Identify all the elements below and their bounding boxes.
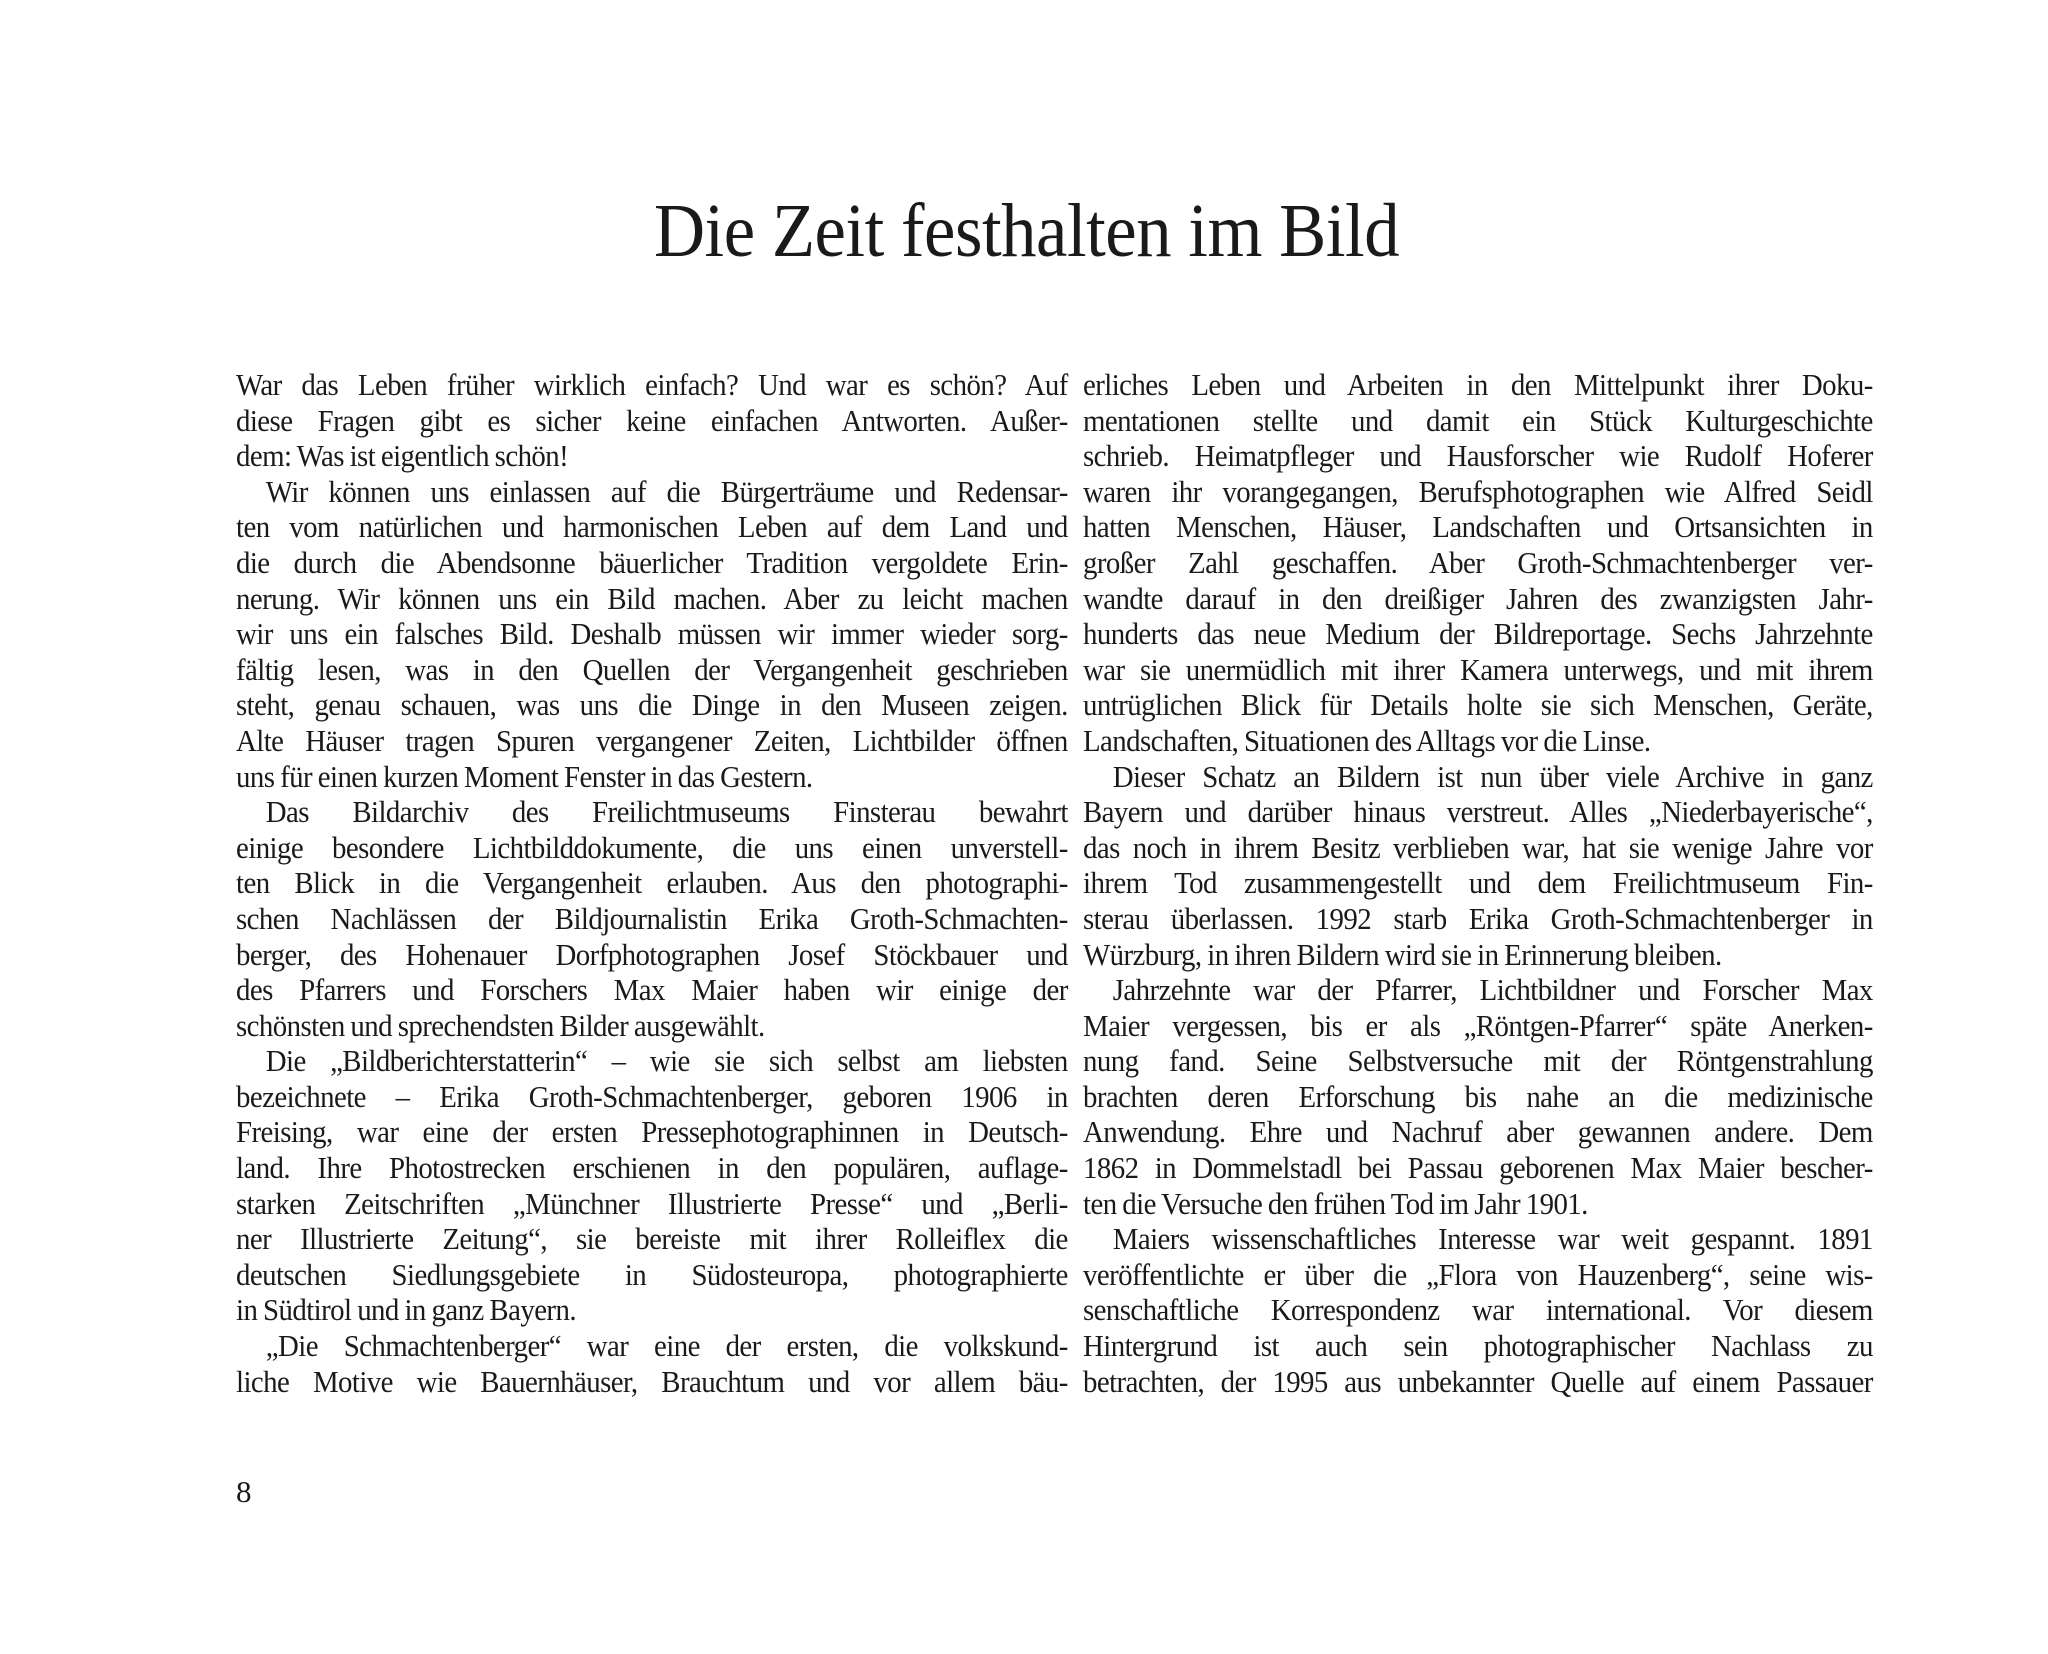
text-line: Anwendung. Ehre und Nachruf aber gewannen andere. Dem: [1083, 1114, 1873, 1150]
text-line: nerung. Wir können uns ein Bild machen. Aber zu leicht machen: [236, 580, 1068, 616]
text-line: bezeichnete – Erika Groth-Schmachtenberger, geboren 1906 in: [236, 1078, 1068, 1114]
text-line: Landschaften, Situationen des Alltags vor die Linse.: [1083, 722, 1651, 758]
text-line: dem: Was ist eigentlich schön!: [236, 438, 569, 474]
paragraph-3: [236, 794, 1068, 1043]
left-text-column: [236, 367, 1068, 1399]
paragraph-1: [236, 367, 1068, 474]
text-line: ihrem Tod zusammengestellt und dem Freilichtmuseum Fin-: [1083, 865, 1873, 901]
text-line: berger, des Hohenauer Dorfphotographen Josef Stöckbauer und: [236, 936, 1068, 972]
text-line: Alte Häuser tragen Spuren vergangener Zeiten, Lichtbilder öffnen: [236, 722, 1068, 758]
text-line: Freising, war eine der ersten Pressephotographinnen in Deutsch-: [236, 1114, 1068, 1150]
text-line: Jahrzehnte war der Pfarrer, Lichtbildner und Forscher Max: [1112, 972, 1873, 1008]
text-line: Maiers wissenschaftliches Interesse war weit gespannt. 1891: [1112, 1221, 1873, 1257]
text-line: Würzburg, in ihren Bildern wird sie in Erinnerung bleiben.: [1083, 936, 1722, 972]
text-line: schrieb. Heimatpfleger und Hausforscher wie Rudolf Hoferer: [1083, 438, 1873, 474]
text-line: Wir können uns einlassen auf die Bürgerträume und Redensar-: [265, 473, 1068, 509]
text-line: sterau überlassen. 1992 starb Erika Groth-Schmachtenberger in: [1083, 900, 1873, 936]
text-line: waren ihr vorangegangen, Berufsphotographen wie Alfred Seidl: [1083, 473, 1873, 509]
text-line: Hintergrund ist auch sein photographischer Nachlass zu: [1083, 1328, 1873, 1364]
page-title: Die Zeit festhalten im Bild: [653, 189, 1400, 273]
text-line: uns für einen kurzen Moment Fenster in das Gestern.: [236, 758, 813, 794]
paragraph-2: [236, 474, 1068, 794]
text-line: einige besondere Lichtbilddokumente, die uns einen unverstell-: [236, 829, 1068, 865]
text-line: Das Bildarchiv des Freilichtmuseums Finsterau bewahrt: [265, 794, 1068, 830]
text-line: schen Nachlässen der Bildjournalistin Erika Groth-Schmachten-: [236, 900, 1068, 936]
text-line: Dieser Schatz an Bildern ist nun über viele Archive in ganz: [1112, 758, 1873, 794]
text-line: großer Zahl geschaffen. Aber Groth-Schmachtenberger ver-: [1083, 544, 1873, 580]
paragraph-5-continued: [1083, 367, 1873, 759]
text-line: hunderts das neue Medium der Bildreportage. Sechs Jahrzehnte: [1083, 616, 1873, 652]
text-line: wandte darauf in den dreißiger Jahren des zwanzigsten Jahr-: [1083, 580, 1873, 616]
text-line: Maier vergessen, bis er als „Röntgen-Pfarrer“ späte Anerken-: [1083, 1007, 1873, 1043]
text-line: das noch in ihrem Besitz verblieben war, hat sie wenige Jahre vor: [1083, 829, 1873, 865]
text-line: „Die Schmachtenberger“ war eine der ersten, die volkskund-: [265, 1328, 1068, 1364]
text-line: liche Motive wie Bauernhäuser, Brauchtum und vor allem bäu-: [236, 1363, 1068, 1399]
text-line: in Südtirol und in ganz Bayern.: [236, 1292, 576, 1328]
text-line: ner Illustrierte Zeitung“, sie bereiste mit ihrer Rolleiflex die: [236, 1221, 1068, 1257]
text-line: senschaftliche Korrespondenz war international. Vor diesem: [1083, 1292, 1873, 1328]
paragraph-4: [236, 1043, 1068, 1328]
text-line: ten vom natürlichen und harmonischen Leben auf dem Land und: [236, 509, 1068, 545]
text-line: veröffentlichte er über die „Flora von Hauzenberg“, seine wis-: [1083, 1256, 1873, 1292]
text-line: ten Blick in die Vergangenheit erlauben. Aus den photographi-: [236, 865, 1068, 901]
paragraph-5: [236, 1328, 1068, 1399]
text-line: erliches Leben und Arbeiten in den Mittelpunkt ihrer Doku-: [1083, 367, 1873, 402]
paragraph-8: [1083, 1221, 1873, 1399]
text-line: des Pfarrers und Forschers Max Maier haben wir einige der: [236, 972, 1068, 1008]
text-line: Die „Bildberichterstatterin“ – wie sie sich selbst am liebsten: [265, 1043, 1068, 1079]
text-line: hatten Menschen, Häuser, Landschaften und Ortsansichten in: [1083, 509, 1873, 545]
text-line: wir uns ein falsches Bild. Deshalb müssen wir immer wieder sorg-: [236, 616, 1068, 652]
text-line: nung fand. Seine Selbstversuche mit der Röntgenstrahlung: [1083, 1043, 1873, 1079]
page-number: 8: [236, 1474, 252, 1509]
text-line: ten die Versuche den frühen Tod im Jahr 1901.: [1083, 1185, 1588, 1221]
paragraph-7: [1083, 972, 1873, 1221]
text-line: diese Fragen gibt es sicher keine einfachen Antworten. Außer-: [236, 402, 1068, 438]
paragraph-6: [1083, 759, 1873, 973]
text-line: fältig lesen, was in den Quellen der Vergangenheit geschrieben: [236, 651, 1068, 687]
text-line: steht, genau schauen, was uns die Dinge in den Museen zeigen.: [236, 687, 1068, 723]
text-line: die durch die Abendsonne bäuerlicher Tradition vergoldete Erin-: [236, 544, 1068, 580]
text-line: Bayern und darüber hinaus verstreut. Alles „Niederbayerische“,: [1083, 794, 1873, 830]
right-text-column: [1083, 367, 1873, 1399]
text-line: deutschen Siedlungsgebiete in Südosteuropa, photographierte: [236, 1256, 1068, 1292]
text-line: starken Zeitschriften „Münchner Illustrierte Presse“ und „Berli-: [236, 1185, 1068, 1221]
text-line: brachten deren Erforschung bis nahe an die medizinische: [1083, 1078, 1873, 1114]
text-line: mentationen stellte und damit ein Stück Kulturgeschichte: [1083, 402, 1873, 438]
text-line: 1862 in Dommelstadl bei Passau geborenen Max Maier bescher-: [1083, 1150, 1873, 1186]
text-line: War das Leben früher wirklich einfach? Und war es schön? Auf: [236, 367, 1068, 402]
text-line: land. Ihre Photostrecken erschienen in den populären, auflage-: [236, 1150, 1068, 1186]
text-line: schönsten und sprechendsten Bilder ausgewählt.: [236, 1007, 765, 1043]
text-line: untrüglichen Blick für Details holte sie sich Menschen, Geräte,: [1083, 687, 1873, 723]
text-line: war sie unermüdlich mit ihrer Kamera unterwegs, und mit ihrem: [1083, 651, 1873, 687]
text-line: betrachten, der 1995 aus unbekannter Quelle auf einem Passauer: [1083, 1363, 1873, 1399]
